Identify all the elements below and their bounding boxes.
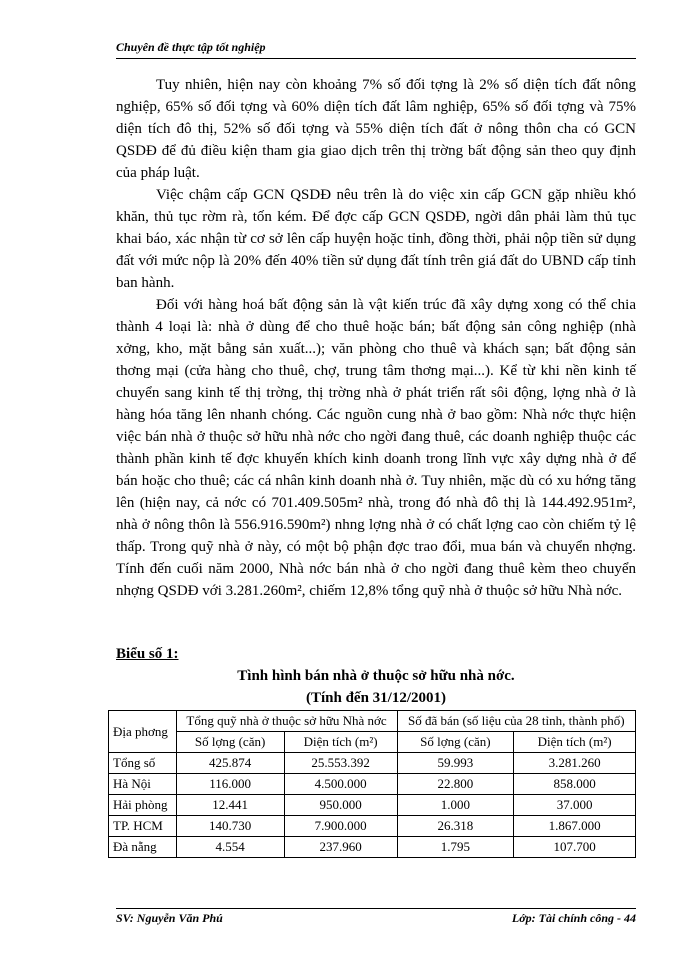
paragraph: Đối với hàng hoá bất động sản là vật kiến trúc đã xây dựng xong có thể chia thành 4 loại là: nhà ở dùng để cho thuê hoặc bán; bất động sản công nghiệp (nhà xởng, kho, mặt bằng sản xuất...); văn phòng cho thuê và khách sạn; bất động sản thơng mại (cửa hàng cho thuê, chợ, trung tâm thơng mại...). Kể từ khi nền kinh tế chuyển sang kinh tế thị trờng, thị trờng nhà ở phát triển rất sôi động, lợng nhà ở là hàng hóa tăng lên nhanh chóng. Các nguồn cung nhà ở bao gồm: Nhà nớc thực hiện việc bán nhà ở thuộc sở hữu nhà nớc cho ngời đang thuê, các doanh nghiệp thuộc các thành phần kinh tế đợc khuyến khích kinh doanh trong lĩnh vực xây dựng nhà ở để bán hoặc cho thuê; các cá nhân kinh doanh nhà ở. Tuy nhiên, mặc dù có xu hớng tăng lên (hiện nay, cả nớc có 701.409.505m² nhà, trong đó nhà đô thị là 144.492.951m², nhà ở nông thôn là 556.916.590m²) nhng lợng nhà ở có chất lợng cao còn chiếm tỷ lệ thấp. Trong quỹ nhà ở này, có một bộ phận đợc trao đổi, mua bán và chuyển nhợng. Tính đến cuối năm 2000, Nhà nớc bán nhà ở cho ngời đang thuê kèm theo chuyển nhợng QSDĐ với 3.281.260m², chiếm 12,8% tổng quỹ nhà ở thuộc sở hữu Nhà nớc.: [116, 297, 636, 599]
footer-student: SV: Nguyễn Văn Phú: [116, 911, 223, 925]
cell-value: 1.795: [397, 837, 514, 858]
cell-value: 107.700: [514, 837, 636, 858]
header-qty: Số lợng (căn): [397, 732, 514, 753]
paragraph: Tuy nhiên, hiện nay còn khoảng 7% số đối tợng là 2% số diện tích đất nông nghiệp, 65% số đối tợng và 60% diện tích đất lâm nghiệp, 65% số đối tợng và 75% diện tích đô thị, 52% số đối tợng và 55% diện tích đất ở nông thôn cha có GCN QSDĐ để đủ điều kiện tham gia giao dịch trên thị trờng bất động sản theo quy định của pháp luật.: [116, 77, 636, 181]
cell-value: 4.500.000: [284, 774, 397, 795]
cell-value: 26.318: [397, 816, 514, 837]
cell-value: 4.554: [176, 837, 284, 858]
cell-region: Hà Nội: [109, 774, 177, 795]
cell-value: 950.000: [284, 795, 397, 816]
table-row: [109, 795, 636, 816]
cell-value: 425.874: [176, 753, 284, 774]
cell-value: 858.000: [514, 774, 636, 795]
cell-region: Hải phòng: [109, 795, 177, 816]
cell-value: 3.281.260: [514, 753, 636, 774]
table-subtitle: (Tính đến 31/12/2001): [305, 690, 447, 706]
cell-value: 22.800: [397, 774, 514, 795]
cell-value: 37.000: [514, 795, 636, 816]
header-qty: Số lợng (căn): [176, 732, 284, 753]
header-area: Diện tích (m²): [514, 732, 636, 753]
body-text: [116, 74, 636, 602]
cell-value: 59.993: [397, 753, 514, 774]
table-row: [109, 774, 636, 795]
header-region: Địa phơng: [109, 711, 177, 753]
housing-sales-table: [108, 710, 636, 858]
cell-value: 7.900.000: [284, 816, 397, 837]
header-area: Diện tích (m²): [284, 732, 397, 753]
cell-value: 12.441: [176, 795, 284, 816]
cell-value: 1.000: [397, 795, 514, 816]
cell-region: Đà nẵng: [109, 837, 177, 858]
page-header: [116, 40, 636, 59]
cell-value: 25.553.392: [284, 753, 397, 774]
cell-value: 237.960: [284, 837, 397, 858]
header-total-fund: Tổng quỹ nhà ở thuộc sở hữu Nhà nớc: [176, 711, 397, 732]
table-row: [109, 816, 636, 837]
table-row: [109, 837, 636, 858]
footer-class: Lớp: Tài chính công - 44: [511, 911, 636, 925]
table-caption: Biểu số 1:: [116, 646, 179, 662]
paragraph: Việc chậm cấp GCN QSDĐ nêu trên là do việc xin cấp GCN gặp nhiều khó khăn, thủ tục rờm rà, tốn kém. Để đợc cấp GCN QSDĐ, ngời dân phải làm thủ tục khai báo, xác nhận từ cơ sở lên cấp huyện hoặc tỉnh, đồng thời, phải nộp tiền sử dụng đất với mức nộp là 20% đến 40% tiền sử dụng đất tính trên giá đất do UBND cấp tỉnh ban hành.: [116, 187, 636, 291]
cell-region: TP. HCM: [109, 816, 177, 837]
table-title: Tình hình bán nhà ở thuộc sở hữu nhà nớc.: [237, 668, 515, 684]
cell-value: 1.867.000: [514, 816, 636, 837]
header-sold: Số đã bán (số liệu của 28 tỉnh, thành phố): [397, 711, 635, 732]
table-row: [109, 753, 636, 774]
cell-value: 140.730: [176, 816, 284, 837]
page-footer: [116, 908, 636, 925]
header-title: Chuyên đề thực tập tốt nghiệp: [116, 40, 266, 54]
cell-region: Tổng số: [109, 753, 177, 774]
cell-value: 116.000: [176, 774, 284, 795]
